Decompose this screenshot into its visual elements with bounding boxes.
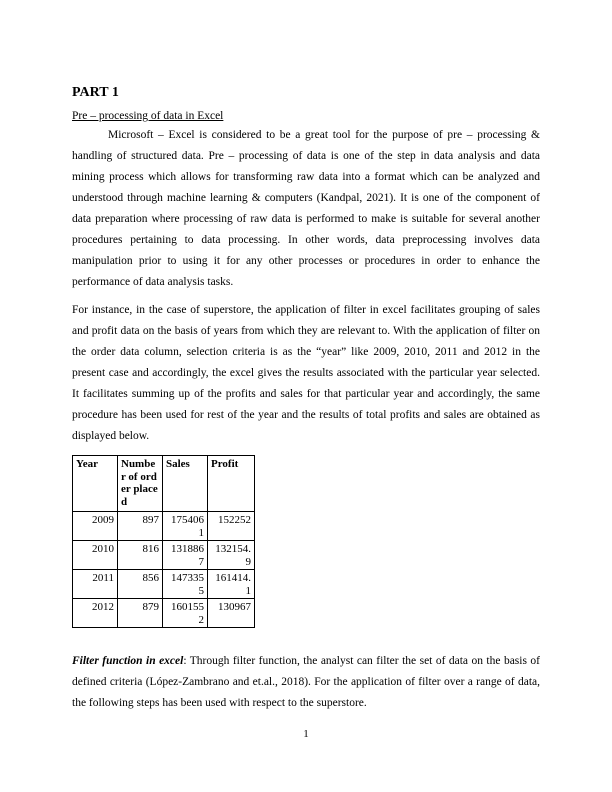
page-number: 1	[303, 728, 309, 740]
table-row	[73, 512, 255, 541]
cell-year: 2012	[73, 599, 118, 628]
filter-function-body: : Through filter function, the analyst can filter the set of data on the basis of defined criteria (López-Zambrano and et.al., 2018). For the application of filter over a range of data, the following steps has been used with respect to the superstore.	[72, 655, 540, 709]
cell-year: 2009	[73, 512, 118, 541]
cell-year: 2010	[73, 541, 118, 570]
cell-sales: 1318867	[163, 541, 208, 570]
filter-function-lead: Filter function in excel	[72, 655, 184, 667]
cell-orders: 879	[118, 599, 163, 628]
cell-profit: 130967	[208, 599, 255, 628]
cell-sales: 1754061	[163, 512, 208, 541]
header-orders: Number of order placed	[118, 456, 163, 512]
header-year: Year	[73, 456, 118, 512]
cell-orders: 856	[118, 570, 163, 599]
cell-profit: 132154.9	[208, 541, 255, 570]
section-title: Pre – processing of data in Excel	[72, 110, 224, 122]
header-sales: Sales	[163, 456, 208, 512]
table-header-row	[73, 456, 255, 512]
paragraph-filter-function	[72, 651, 540, 714]
table-row	[73, 599, 255, 628]
cell-orders: 816	[118, 541, 163, 570]
paragraph-superstore-filter: For instance, in the case of superstore, the application of filter in excel facilitates grouping of sales and profit data on the basis of years from which they are relevant to. With the application of filter on the order data column, selection criteria is as the “year” like 2009, 2010, 2011 and 2012 in the present case and accordingly, the excel gives the results associated with the particular year selected. It facilitates summing up of the profits and sales for that particular year and accordingly, the same procedure has been used for rest of the year and the results of total profits and sales are obtained as displayed below.	[72, 304, 540, 442]
cell-year: 2011	[73, 570, 118, 599]
cell-sales: 1601552	[163, 599, 208, 628]
sales-profit-table	[72, 455, 255, 628]
header-profit: Profit	[208, 456, 255, 512]
table-row	[73, 541, 255, 570]
cell-orders: 897	[118, 512, 163, 541]
cell-profit: 161414.1	[208, 570, 255, 599]
part-heading: PART 1	[72, 85, 119, 100]
cell-sales: 1473355	[163, 570, 208, 599]
cell-profit: 152252	[208, 512, 255, 541]
table-row	[73, 570, 255, 599]
paragraph-preprocessing: Microsoft – Excel is considered to be a great tool for the purpose of pre – processing & handling of structured data. Pre – processing of data is one of the step in data analysis and data mining process which allows for transforming raw data into a format which can be analyzed and understood through machine learning & computers (Kandpal, 2021). It is one of the component of data preparation where processing of raw data is performed to make is suitable for several another procedures pertaining to data processing. In other words, data preprocessing involves data manipulation prior to using it for any other processes or procedures in order to enhance the performance of data analysis tasks.	[72, 129, 540, 288]
